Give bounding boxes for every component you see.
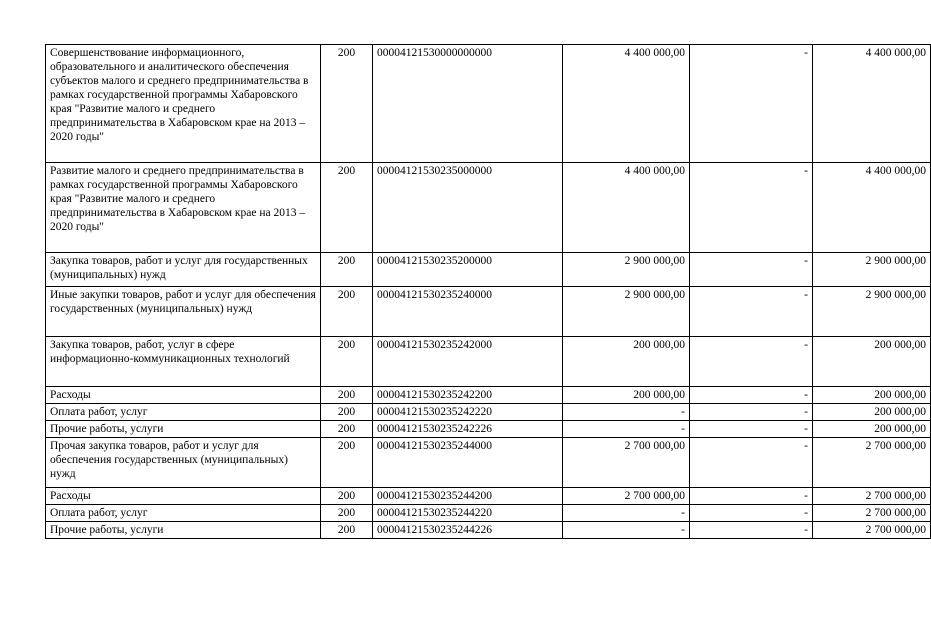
row-kbk: 00004121530235244226 (373, 522, 563, 539)
row-kbk: 00004121530000000000 (373, 45, 563, 163)
row-name: Прочие работы, услуги (46, 421, 321, 438)
row-executed: - (690, 488, 813, 505)
row-approved: - (563, 421, 690, 438)
row-name: Оплата работ, услуг (46, 404, 321, 421)
row-name: Прочие работы, услуги (46, 522, 321, 539)
row-kbk: 00004121530235240000 (373, 287, 563, 337)
table-row (46, 163, 931, 253)
row-approved: 200 000,00 (563, 387, 690, 404)
row-kbk: 00004121530235242000 (373, 337, 563, 387)
row-code: 200 (321, 253, 373, 287)
row-name: Закупка товаров, работ, услуг в сфере информационно-коммуникационных технологий (46, 337, 321, 387)
row-kbk: 00004121530235200000 (373, 253, 563, 287)
budget-table (45, 44, 931, 539)
row-code: 200 (321, 287, 373, 337)
row-approved: - (563, 404, 690, 421)
row-code: 200 (321, 337, 373, 387)
row-unexecuted: 2 700 000,00 (813, 488, 931, 505)
row-executed: - (690, 45, 813, 163)
row-executed: - (690, 337, 813, 387)
row-kbk: 00004121530235242200 (373, 387, 563, 404)
table-row (46, 522, 931, 539)
row-name: Прочая закупка товаров, работ и услуг для обеспечения государственных (муниципальных) нужд (46, 438, 321, 488)
row-executed: - (690, 253, 813, 287)
table-row (46, 505, 931, 522)
row-unexecuted: 4 400 000,00 (813, 45, 931, 163)
row-executed: - (690, 522, 813, 539)
row-executed: - (690, 438, 813, 488)
row-unexecuted: 200 000,00 (813, 404, 931, 421)
row-approved: 2 700 000,00 (563, 488, 690, 505)
row-unexecuted: 2 700 000,00 (813, 505, 931, 522)
row-approved: 2 700 000,00 (563, 438, 690, 488)
row-approved: 2 900 000,00 (563, 253, 690, 287)
row-name: Совершенствование информационного, образовательного и аналитического обеспечения субъектов малого и среднего предпринимательства в рамках государственной программы Хабаровского края "Развитие малого и среднего предпринимательства в Хабаровском крае на 2013 – 2020 годы" (46, 45, 321, 163)
table-row (46, 253, 931, 287)
row-executed: - (690, 163, 813, 253)
row-executed: - (690, 404, 813, 421)
row-unexecuted: 200 000,00 (813, 421, 931, 438)
row-code: 200 (321, 438, 373, 488)
row-code: 200 (321, 421, 373, 438)
row-kbk: 00004121530235244200 (373, 488, 563, 505)
row-kbk: 00004121530235000000 (373, 163, 563, 253)
row-name: Оплата работ, услуг (46, 505, 321, 522)
row-code: 200 (321, 522, 373, 539)
row-unexecuted: 4 400 000,00 (813, 163, 931, 253)
table-row (46, 337, 931, 387)
row-kbk: 00004121530235244000 (373, 438, 563, 488)
row-approved: - (563, 522, 690, 539)
row-kbk: 00004121530235244220 (373, 505, 563, 522)
row-name: Закупка товаров, работ и услуг для государственных (муниципальных) нужд (46, 253, 321, 287)
row-unexecuted: 2 900 000,00 (813, 287, 931, 337)
row-unexecuted: 2 900 000,00 (813, 253, 931, 287)
table-row (46, 438, 931, 488)
row-approved: 4 400 000,00 (563, 45, 690, 163)
row-unexecuted: 2 700 000,00 (813, 522, 931, 539)
table-row (46, 421, 931, 438)
table-row (46, 404, 931, 421)
row-code: 200 (321, 488, 373, 505)
row-name: Иные закупки товаров, работ и услуг для обеспечения государственных (муниципальных) нужд (46, 287, 321, 337)
row-approved: 200 000,00 (563, 337, 690, 387)
row-code: 200 (321, 505, 373, 522)
row-executed: - (690, 387, 813, 404)
row-approved: 2 900 000,00 (563, 287, 690, 337)
row-kbk: 00004121530235242220 (373, 404, 563, 421)
row-code: 200 (321, 404, 373, 421)
budget-table-body (46, 45, 931, 539)
row-unexecuted: 200 000,00 (813, 387, 931, 404)
row-executed: - (690, 505, 813, 522)
table-row (46, 387, 931, 404)
row-code: 200 (321, 387, 373, 404)
row-kbk: 00004121530235242226 (373, 421, 563, 438)
row-executed: - (690, 421, 813, 438)
table-row (46, 488, 931, 505)
row-name: Расходы (46, 387, 321, 404)
row-code: 200 (321, 163, 373, 253)
row-executed: - (690, 287, 813, 337)
table-row (46, 45, 931, 163)
table-row (46, 287, 931, 337)
row-name: Развитие малого и среднего предпринимательства в рамках государственной программы Хабаровского края "Развитие малого и среднего предпринимательства в Хабаровском крае на 2013 – 2020 годы" (46, 163, 321, 253)
row-unexecuted: 2 700 000,00 (813, 438, 931, 488)
row-name: Расходы (46, 488, 321, 505)
row-approved: - (563, 505, 690, 522)
row-approved: 4 400 000,00 (563, 163, 690, 253)
row-code: 200 (321, 45, 373, 163)
row-unexecuted: 200 000,00 (813, 337, 931, 387)
